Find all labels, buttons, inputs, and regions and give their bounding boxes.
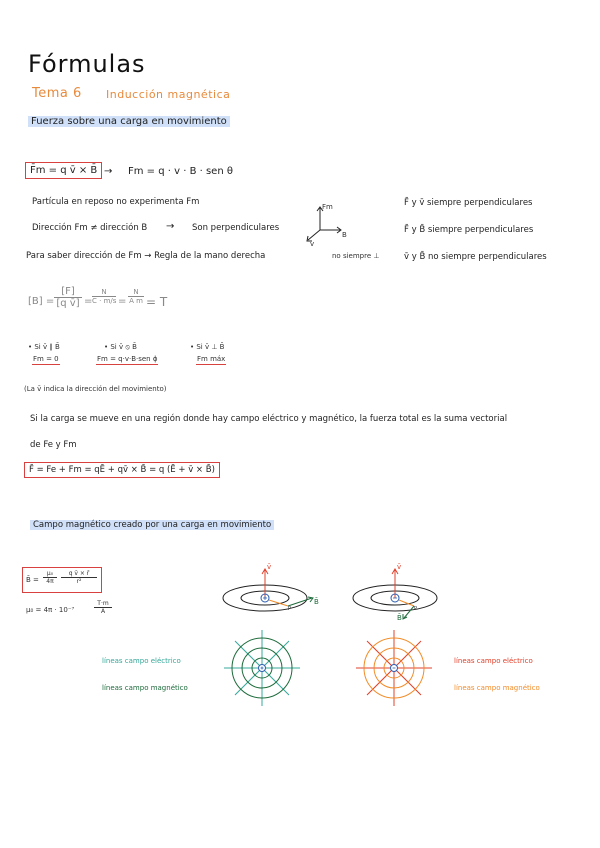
diagram-fm-label: Fm: [322, 203, 333, 211]
units-n2: N: [128, 288, 144, 297]
units-n-over-am: [128, 288, 144, 305]
positive-charge-3d-diagram: [222, 560, 332, 620]
case-parallel-cond: • Si v̄ ∥ B̄: [28, 343, 60, 351]
right-b-label: B̄: [397, 614, 402, 622]
units-fraction: [54, 286, 82, 309]
right-electric-legend: líneas campo eléctrico: [454, 657, 533, 665]
units-tesla: = T: [146, 295, 168, 309]
units-frac-den: [q v̄]: [56, 298, 80, 309]
lorentz-formula-box: F̄m = q v̄ × B̄: [25, 162, 102, 179]
units-frac-num: [F]: [54, 286, 82, 298]
mu0-units-num: T·m: [94, 600, 112, 608]
section2-heading: Campo magnético creado por una carga en movimiento: [30, 520, 274, 530]
units-n-over-cms: [92, 288, 116, 305]
magnitude-formula: Fm = q · v · B · sen θ: [128, 166, 233, 177]
case-perp-result: Fm máx: [197, 355, 226, 363]
biot-num: q v̄ × r̄: [61, 570, 97, 578]
left-field-lines-diagram: [222, 628, 302, 708]
right-v-label: v̄: [397, 563, 402, 571]
negative-charge-3d-diagram: [352, 560, 462, 625]
case-angle-result: Fm = q·v·B·sen ϕ: [97, 355, 158, 363]
case-angle-cond: • Si v̄ ⦸ B̄: [104, 343, 137, 351]
tema-label: Tema 6: [32, 86, 82, 101]
case-parallel-result: Fm = 0: [33, 355, 59, 363]
biot-coef-num: μ₀: [43, 570, 57, 578]
rest-particle-text: Partícula en reposo no experimenta Fm: [32, 197, 200, 207]
left-v-label: v̄: [267, 563, 272, 571]
units-d1: C · m/s: [92, 297, 117, 305]
velocity-note: (La v̄ indica la dirección del movimiento): [24, 385, 167, 393]
biot-fraction: [61, 570, 97, 585]
right-magnetic-legend: líneas campo magnético: [454, 684, 540, 692]
total-force-para-line1: Si la carga se mueve en una región donde hay campo eléctrico y magnético, la fuerza total es la suma vectorial: [30, 414, 508, 424]
biot-coef: [43, 570, 57, 585]
left-electric-legend: líneas campo eléctrico: [102, 657, 181, 665]
implies-arrow: →: [104, 166, 113, 177]
case-perp-cond: • Si v̄ ⊥ B̄: [190, 343, 225, 351]
left-magnetic-legend: líneas campo magnético: [102, 684, 188, 692]
diagram-b-label: B: [342, 231, 347, 239]
right-field-lines-diagram: [354, 628, 434, 708]
direction-text: Dirección Fm ≠ dirección B: [32, 223, 148, 233]
mu0-units-den: A: [100, 608, 106, 615]
units-eq2: =: [118, 296, 127, 307]
subject-label: Inducción magnética: [106, 88, 231, 101]
mu0-value: μ₀ = 4π · 10⁻⁷: [26, 606, 75, 614]
section1-heading: Fuerza sobre una carga en movimiento: [28, 116, 230, 127]
fv-perp-text: F̄ y v̄ siempre perpendiculares: [404, 198, 533, 208]
right-p-label: P: [414, 606, 418, 612]
biot-den: r²: [76, 578, 82, 585]
units-d2: A m: [129, 297, 143, 305]
total-force-para-line2: de Fe y Fm: [30, 440, 77, 450]
total-force-formula-box: F̄ = Fe + Fm = qĒ + qv̄ × B̄ = q (Ē + v̄ × B̄): [24, 462, 220, 478]
perp-arrow: →: [166, 221, 175, 232]
biot-savart-box: [22, 567, 102, 593]
biot-coef-den: 4π: [46, 578, 54, 585]
diagram-v-label: v: [310, 240, 315, 248]
vb-not-perp-text: v̄ y B̄ no siempre perpendiculares: [404, 252, 547, 262]
mu0-units: [94, 600, 112, 615]
not-always-perp: no siempre ⊥: [332, 252, 380, 260]
fb-perp-text: F̄ y B̄ siempre perpendiculares: [404, 225, 534, 235]
page-title: Fórmulas: [28, 50, 146, 78]
left-b-label: B̄: [314, 598, 319, 606]
left-p-label: P: [288, 606, 292, 612]
units-n1: N: [92, 288, 116, 297]
units-eq1: =: [84, 296, 93, 307]
perpendicular-text: Son perpendiculares: [192, 223, 280, 233]
units-lhs: [B] =: [28, 296, 55, 307]
right-hand-rule-text: Para saber dirección de Fm → Regla de la mano derecha: [26, 251, 266, 261]
biot-lhs: B̄ =: [26, 576, 39, 584]
